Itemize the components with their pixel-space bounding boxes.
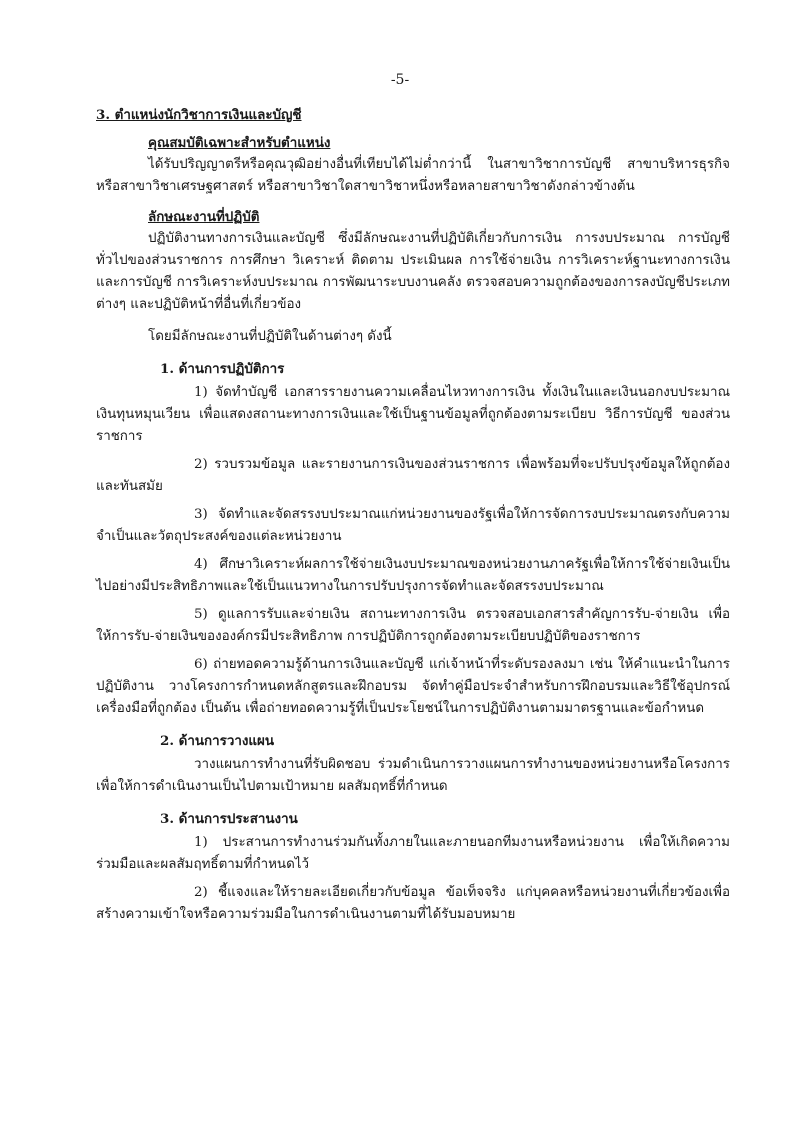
- planning-text: วางแผนการทำงานที่รับผิดชอบ ร่วมดำเนินการวางแผนการทำงานของหน่วยงานหรือโครงการ เพื่อให้การดำเนินงานเป็นไปตามเป้าหมาย ผลสัมฤทธิ์ที่กำหนด: [96, 757, 730, 794]
- operations-item-5: 5) ดูแลการรับและจ่ายเงิน สถานะทางการเงิน ตรวจสอบเอกสารสำคัญการรับ-จ่ายเงิน เพื่อให้การรับ-จ่ายเงินขององค์กรมีประสิทธิภาพ การปฏิบัติการถูกต้องตามระเบียบปฏิบัติของราชการ: [96, 607, 730, 644]
- operations-item-3: 3) จัดทำและจัดสรรงบประมาณแก่หน่วยงานของรัฐเพื่อให้การจัดการงบประมาณตรงกับความจำเป็นและวัตถุประสงค์ของแต่ละหน่วยงาน: [96, 507, 730, 544]
- qualification-heading: คุณสมบัติเฉพาะสำหรับตำแหน่ง: [148, 135, 331, 151]
- area-heading-planning: 2. ด้านการวางแผน: [160, 733, 275, 749]
- operations-item-6: 6) ถ่ายทอดความรู้ด้านการเงินและบัญชี แก่เจ้าหน้าที่ระดับรองลงมา เช่น ให้คำแนะนำในการปฏิบัติงาน วางโครงการกำหนดหลักสูตรและฝึกอบรม จัดทำคู่มือประจำสำหรับการฝึกอบรมและวิธีใช้อุปกรณ์เครื่องมือที่ถูกต้อง เป็นต้น เพื่อถ่ายทอดความรู้ที่เป็นประโยชน์ในการปฏิบัติงานตามมาตรฐานและข้อกำหนด: [96, 657, 730, 716]
- document-body: [96, 100, 730, 932]
- operations-item-1: 1) จัดทำบัญชี เอกสารรายงานความเคลื่อนไหวทางการเงิน ทั้งเงินในและเงินนอกงบประมาณ เงินทุนหมุนเวียน เพื่อแสดงสถานะทางการเงินและใช้เป็นฐานข้อมูลที่ถูกต้องตามระเบียบ วิธีการบัญชี ของส่วนราชการ: [96, 385, 730, 444]
- area-heading-coordination: 3. ด้านการประสานงาน: [160, 811, 298, 827]
- coordination-item-1: 1) ประสานการทำงานร่วมกันทั้งภายในและภายนอกทีมงานหรือหน่วยงาน เพื่อให้เกิดความร่วมมือและผลสัมฤทธิ์ตามที่กำหนดไว้: [96, 835, 730, 872]
- operations-item-2: 2) รวบรวมข้อมูล และรายงานการเงินของส่วนราชการ เพื่อพร้อมที่จะปรับปรุงข้อมูลให้ถูกต้องและทันสมัย: [96, 457, 730, 494]
- operations-item-4: 4) ศึกษาวิเคราะห์ผลการใช้จ่ายเงินงบประมาณของหน่วยงานภาครัฐเพื่อให้การใช้จ่ายเงินเป็นไปอย่างมีประสิทธิภาพและใช้เป็นแนวทางในการปรับปรุงการจัดทำและจัดสรรงบประมาณ: [96, 557, 730, 594]
- qualification-text: ได้รับปริญญาตรีหรือคุณวุฒิอย่างอื่นที่เทียบได้ไม่ต่ำกว่านี้ ในสาขาวิชาการบัญชี สาขาบริหารธุรกิจ หรือสาขาวิชาเศรษฐศาสตร์ หรือสาขาวิชาใดสาขาวิชาหนึ่งหรือหลายสาขาวิชาดังกล่าวข้างต้น: [96, 157, 730, 194]
- section-title: 3. ตำแหน่งนักวิชาการเงินและบัญชี: [96, 107, 302, 123]
- coordination-item-2: 2) ชี้แจงและให้รายละเอียดเกี่ยวกับข้อมูล ข้อเท็จจริง แก่บุคคลหรือหน่วยงานที่เกี่ยวข้องเพื่อสร้างความเข้าใจหรือความร่วมมือในการดำเนินงานตามที่ได้รับมอบหมาย: [96, 885, 730, 922]
- area-heading-operations: 1. ด้านการปฏิบัติการ: [160, 361, 285, 377]
- page-number: -5-: [390, 72, 410, 88]
- duties-text: ปฏิบัติงานทางการเงินและบัญชี ซึ่งมีลักษณะงานที่ปฏิบัติเกี่ยวกับการเงิน การงบประมาณ การบัญชีทั่วไปของส่วนราชการ การศึกษา วิเคราะห์ ติดตาม ประเมินผล การใช้จ่ายเงิน การวิเคราะห์ฐานะทางการเงินและการบัญชี การวิเคราะห์งบประมาณ การพัฒนาระบบงานคลัง ตรวจสอบความถูกต้องของการลงบัญชีประเภทต่างๆ และปฏิบัติหน้าที่อื่นที่เกี่ยวข้อง: [96, 231, 730, 312]
- duties-heading: ลักษณะงานที่ปฏิบัติ: [148, 209, 260, 225]
- duties-intro: โดยมีลักษณะงานที่ปฏิบัติในด้านต่างๆ ดังนี้: [148, 329, 392, 344]
